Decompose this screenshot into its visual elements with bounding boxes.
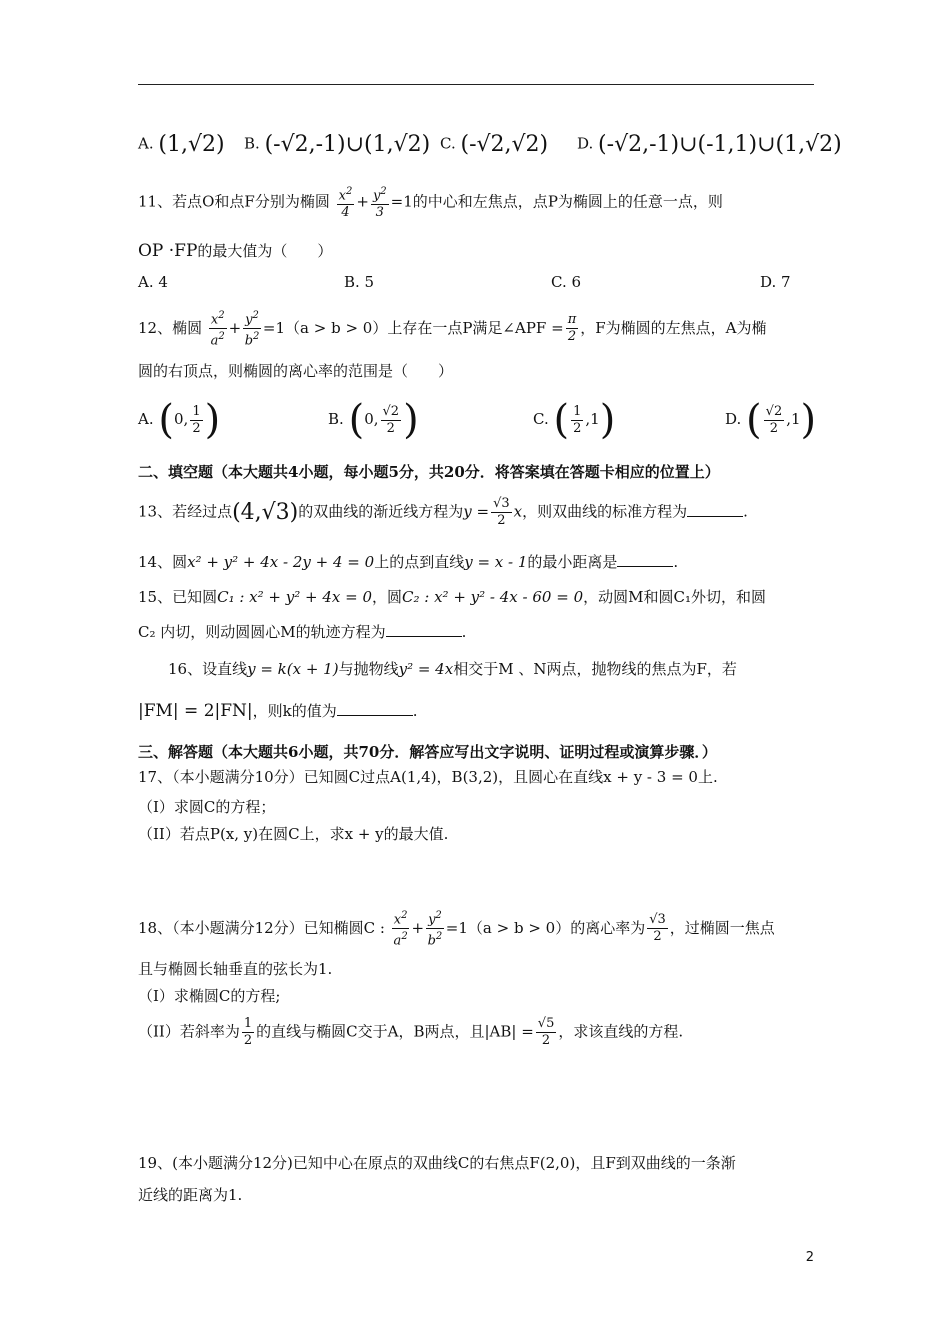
fraction: $\frac{√2}{2}$ bbox=[765, 403, 783, 436]
q11-prefix: 11、若点 bbox=[138, 192, 203, 211]
q12-cond: （a > b > 0） bbox=[285, 318, 388, 337]
fraction: $\frac{x^2}{4}$ bbox=[338, 186, 353, 221]
q10-option-b bbox=[244, 132, 430, 157]
q13-lhs: y = bbox=[463, 502, 490, 521]
answer-blank[interactable] bbox=[617, 552, 673, 567]
q12-prefix: 12、椭圆 bbox=[138, 318, 203, 337]
q18-line1: 18、（本小题满分12分）已知椭圆C : $\frac{x^2}{a^2}$ + $\frac{y^2}{b^2}$ =1（a > b > 0）的离心率为 $\frac{√3}{2}$ ，过椭圆一焦点 bbox=[138, 910, 775, 949]
q16-end: . bbox=[412, 702, 418, 720]
q17-part1: （I）求圆C的方程； bbox=[138, 798, 276, 816]
q17-line1: 17、（本小题满分10分）已知圆C过点A(1,4)，B(3,2)，且圆心在直线x + y - 3 = 0上. bbox=[138, 768, 718, 786]
q13-tail: ，则双曲线的标准方程为 bbox=[522, 502, 688, 521]
q15-line2-text: C₂ 内切，则动圆圆心M的轨迹方程为 bbox=[138, 623, 386, 641]
q11-o: O bbox=[202, 192, 215, 211]
q19-line2: 近线的距离为1. bbox=[138, 1186, 243, 1204]
q16-mid: 与抛物线 bbox=[338, 660, 399, 678]
q14-mid: 上的点到直线 bbox=[374, 553, 465, 571]
q18-prefix: 18、（本小题满分12分）已知椭圆C : bbox=[138, 918, 385, 937]
q11-option-b: B. 5 bbox=[344, 273, 375, 291]
fraction: $\frac{x^2}{a^2}$ bbox=[393, 910, 408, 949]
page-number: 2 bbox=[805, 1250, 814, 1265]
fraction: $\frac{√3}{2}$ bbox=[649, 912, 666, 945]
q12-line1: 12、椭圆 $\frac{x^2}{a^2}$ + $\frac{y^2}{b^2}$ =1（a > b > 0）上存在一点P满足∠APF = $\frac{\pi}{2}$ ，F为椭圆的左焦点，A为椭 bbox=[138, 310, 767, 349]
q16-line1 bbox=[168, 658, 737, 679]
q11-option-c: C. 6 bbox=[551, 273, 582, 291]
fraction: $\frac{\pi}{2}$ bbox=[567, 312, 577, 345]
q16-eq2: y² = 4x bbox=[398, 660, 454, 678]
q11-option-a: A. 4 bbox=[138, 273, 168, 291]
q12-option-c: C. ( $\frac{1}{2}$ ,1) bbox=[533, 397, 616, 443]
fraction: $\frac{1}{2}$ bbox=[573, 403, 582, 436]
q11-rest: 的中心和左焦点，点 bbox=[412, 192, 548, 211]
answer-blank[interactable] bbox=[386, 622, 462, 637]
q11-option-d: D. 7 bbox=[760, 273, 791, 291]
q14-end: . bbox=[673, 553, 679, 571]
q12-mid: 上存在一点P满足∠APF = bbox=[387, 318, 564, 337]
q12-tail: ，F为椭圆的左焦点，A为椭 bbox=[580, 318, 767, 337]
q14-eq: x² + y² + 4x - 2y + 4 = 0 bbox=[187, 553, 375, 571]
q11-line1: 11、若点O和点F分别为椭圆 $\frac{x^2}{4}$ + $\frac{y^2}{3}$ =1的中心和左焦点，点P为椭圆上的任意一点，则 bbox=[138, 186, 723, 221]
q13-end: . bbox=[743, 502, 748, 521]
option-math: (1,√2) bbox=[158, 132, 225, 157]
answer-blank[interactable] bbox=[687, 502, 743, 517]
q15-line1 bbox=[138, 586, 766, 607]
fraction: $\frac{1}{2}$ bbox=[243, 1016, 253, 1048]
option-label: A. bbox=[138, 134, 154, 153]
fraction: $\frac{y^2}{3}$ bbox=[372, 186, 387, 221]
q15-prefix: 15、已知圆 bbox=[138, 588, 218, 606]
q18-part2-c: ，求该直线的方程. bbox=[558, 1022, 684, 1041]
q18-tail: ，过椭圆一焦点 bbox=[669, 918, 775, 937]
fraction: $\frac{√3}{2}$ bbox=[493, 496, 510, 528]
q11-eq: =1 bbox=[390, 192, 413, 211]
q16-line2 bbox=[138, 700, 418, 721]
q19-line1: 19、(本小题满分12分)已知中心在原点的双曲线C的右焦点F(2,0)，且F到双曲线的一条渐 bbox=[138, 1154, 736, 1172]
option-label: C. bbox=[533, 410, 549, 428]
option-label: B. bbox=[328, 410, 344, 428]
option-label: A. bbox=[138, 410, 154, 428]
q15-c2: C₂ : x² + y² - 4x - 60 = 0 bbox=[402, 588, 584, 606]
q11-and: 和点 bbox=[214, 192, 245, 211]
q14-prefix: 14、圆 bbox=[138, 553, 188, 571]
q18-part1: （I）求椭圆C的方程; bbox=[138, 987, 281, 1005]
q13-line bbox=[138, 496, 748, 529]
q18-cond: =1（a > b > 0）的离心率为 bbox=[445, 918, 646, 937]
option-math: (-√2,-1)∪(-1,1)∪(1,√2) bbox=[598, 132, 842, 157]
q18-part2-b: 的直线与椭圆C交于A，B两点，且|AB| = bbox=[256, 1022, 534, 1041]
q16-tail: 相交于M 、N两点，抛物线的焦点为F，若 bbox=[453, 660, 737, 678]
q10-option-d bbox=[577, 132, 842, 157]
q15-mid1: ，圆 bbox=[372, 588, 403, 606]
q13-prefix: 13、若经过点 bbox=[138, 502, 233, 521]
q11-p: P bbox=[547, 192, 558, 211]
q14-line bbox=[138, 551, 678, 572]
q18-part2-a: （II）若斜率为 bbox=[138, 1022, 240, 1041]
section-2-heading: 二、填空题（本大题共4小题，每小题5分，共20分．将答案填在答题卡相应的位置上） bbox=[138, 463, 720, 481]
q16-abs-eq: |FM| = 2|FN| bbox=[138, 701, 253, 721]
option-label: D. bbox=[725, 410, 742, 428]
q18-part2 bbox=[138, 1016, 683, 1049]
q11-mid: 分别为椭圆 bbox=[254, 192, 330, 211]
option-label: D. bbox=[577, 134, 594, 153]
q13-x: x bbox=[513, 502, 523, 521]
q15-line2 bbox=[138, 621, 466, 642]
q15-mid2: ，动圆M和圆C₁外切，和圆 bbox=[583, 588, 766, 606]
q11-line2 bbox=[138, 240, 332, 261]
q13-point: (4,√3) bbox=[232, 500, 299, 525]
q12-option-a: A. (0, $\frac{1}{2}$ ) bbox=[138, 397, 221, 443]
fraction: $\frac{y^2}{b^2}$ bbox=[427, 910, 443, 949]
q17-part2: （II）若点P(x, y)在圆C上，求x + y的最大值. bbox=[138, 825, 449, 843]
q12-option-d: D. ( $\frac{√2}{2}$ ,1) bbox=[725, 397, 817, 443]
q10-option-a bbox=[138, 132, 225, 157]
fraction: $\frac{y^2}{b^2}$ bbox=[244, 310, 260, 349]
option-math: (-√2,√2) bbox=[460, 132, 549, 157]
section-3-heading: 三、解答题（本大题共6小题，共70分．解答应写出文字说明、证明过程或演算步骤．） bbox=[138, 743, 717, 761]
q15-c1: C₁ : x² + y² + 4x = 0 bbox=[217, 588, 372, 606]
q10-option-c bbox=[440, 132, 548, 157]
fraction: $\frac{1}{2}$ bbox=[192, 403, 201, 436]
q11-tail: 为椭圆上的任意一点，则 bbox=[557, 192, 723, 211]
q12-line2: 圆的右顶点，则椭圆的离心率的范围是（ ） bbox=[138, 362, 454, 380]
option-math: (-√2,-1)∪(1,√2) bbox=[264, 132, 431, 157]
q16-prefix: 16、设直线 bbox=[168, 660, 248, 678]
q14-tail: 的最小距离是 bbox=[527, 553, 618, 571]
fraction: $\frac{x^2}{a^2}$ bbox=[210, 310, 225, 349]
header-rule bbox=[138, 84, 814, 85]
q11-f: F bbox=[244, 192, 255, 211]
q14-line-eq: y = x - 1 bbox=[464, 553, 528, 571]
fraction: $\frac{√2}{2}$ bbox=[382, 403, 400, 436]
q16-line2-text: ，则k的值为 bbox=[252, 702, 337, 720]
option-label: B. bbox=[244, 134, 260, 153]
q12-option-b: B. (0, $\frac{√2}{2}$ ) bbox=[328, 397, 419, 443]
option-label: C. bbox=[440, 134, 456, 153]
fraction: $\frac{√5}{2}$ bbox=[537, 1016, 555, 1048]
q15-end: . bbox=[461, 623, 467, 641]
answer-blank[interactable] bbox=[337, 701, 413, 716]
q11-vector-expr: OP ·FP bbox=[138, 241, 198, 261]
q13-mid: 的双曲线的渐近线方程为 bbox=[298, 502, 464, 521]
q16-eq1: y = k(x + 1) bbox=[247, 660, 339, 678]
q18-line2: 且与椭圆长轴垂直的弦长为1. bbox=[138, 960, 333, 978]
q11-line2-text: 的最大值为（ ） bbox=[197, 242, 333, 260]
